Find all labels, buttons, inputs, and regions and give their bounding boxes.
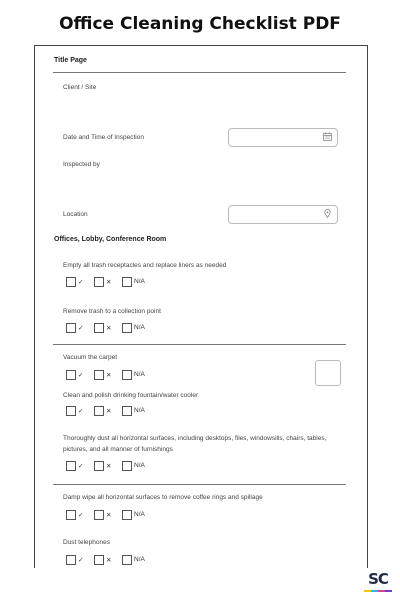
checkbox[interactable] <box>122 406 132 416</box>
checkbox[interactable] <box>66 510 76 520</box>
option-na-label: N/A <box>134 511 145 518</box>
date-time-input[interactable] <box>228 128 338 147</box>
calendar-icon <box>323 132 332 141</box>
client-site-label: Client / Site <box>63 84 97 91</box>
checklist-form <box>34 45 368 568</box>
checkbox[interactable] <box>66 461 76 471</box>
inspected-by-label: Inspected by <box>63 161 100 168</box>
photo-attachment-box[interactable] <box>315 360 341 386</box>
checkbox[interactable] <box>66 370 76 380</box>
checkbox[interactable] <box>66 406 76 416</box>
location-pin-icon <box>323 209 332 218</box>
section-divider <box>53 484 346 485</box>
check-icon: ✓ <box>78 512 84 519</box>
option-na-label: N/A <box>134 556 145 563</box>
option-na-label: N/A <box>134 407 145 414</box>
cross-icon: ✕ <box>106 557 112 564</box>
checklist-item-label: Remove trash to a collection point <box>63 308 161 315</box>
check-icon: ✓ <box>78 463 84 470</box>
check-icon: ✓ <box>78 372 84 379</box>
option-na-label: N/A <box>134 371 145 378</box>
logo-stripe <box>378 590 385 592</box>
check-icon: ✓ <box>78 325 84 332</box>
cross-icon: ✕ <box>106 279 112 286</box>
checkbox[interactable] <box>122 370 132 380</box>
checkbox[interactable] <box>66 555 76 565</box>
checkbox[interactable] <box>122 510 132 520</box>
date-time-label: Date and Time of Inspection <box>63 134 144 141</box>
logo-stripe <box>385 590 392 592</box>
checklist-item-label: Clean and polish drinking fountain/water cooler <box>63 392 199 399</box>
section-title-offices: Offices, Lobby, Conference Room <box>54 236 167 243</box>
checkbox[interactable] <box>66 277 76 287</box>
safetyculture-logo <box>364 570 392 594</box>
section-divider <box>53 344 346 345</box>
checkbox[interactable] <box>122 323 132 333</box>
checklist-item-label: Damp wipe all horizontal surfaces to remove coffee rings and spillage <box>63 494 263 501</box>
cross-icon: ✕ <box>106 512 112 519</box>
location-input[interactable] <box>228 205 338 224</box>
checklist-item-label: Empty all trash receptacles and replace liners as needed <box>63 262 227 269</box>
option-na-label: N/A <box>134 278 145 285</box>
page-title: Office Cleaning Checklist PDF <box>59 14 341 34</box>
checkbox[interactable] <box>122 461 132 471</box>
checkbox[interactable] <box>122 555 132 565</box>
section-divider <box>53 72 346 73</box>
logo-stripe <box>364 590 371 592</box>
checklist-item-label: Vacuum the carpet <box>63 354 118 361</box>
checkbox[interactable] <box>122 277 132 287</box>
checkbox[interactable] <box>66 323 76 333</box>
checklist-item-label: Thoroughly dust all horizontal surfaces, including desktops, files, windowsills, chairs, tables, pictures, and all manner of furnishings <box>63 435 327 453</box>
checkbox[interactable] <box>94 555 104 565</box>
checkbox[interactable] <box>94 406 104 416</box>
section-title-title-page: Title Page <box>54 57 87 64</box>
location-label: Location <box>63 211 88 218</box>
option-na-label: N/A <box>134 324 145 331</box>
check-icon: ✓ <box>78 279 84 286</box>
check-icon: ✓ <box>78 408 84 415</box>
option-na-label: N/A <box>134 462 145 469</box>
check-icon: ✓ <box>78 557 84 564</box>
logo-stripe <box>371 590 378 592</box>
cross-icon: ✕ <box>106 372 112 379</box>
checkbox[interactable] <box>94 277 104 287</box>
checkbox[interactable] <box>94 510 104 520</box>
checkbox[interactable] <box>94 461 104 471</box>
checkbox[interactable] <box>94 323 104 333</box>
cross-icon: ✕ <box>106 408 112 415</box>
cross-icon: ✕ <box>106 325 112 332</box>
checkbox[interactable] <box>94 370 104 380</box>
checklist-item-label: Dust telephones <box>63 539 110 546</box>
cross-icon: ✕ <box>106 463 112 470</box>
logo-text: SC <box>368 570 388 588</box>
